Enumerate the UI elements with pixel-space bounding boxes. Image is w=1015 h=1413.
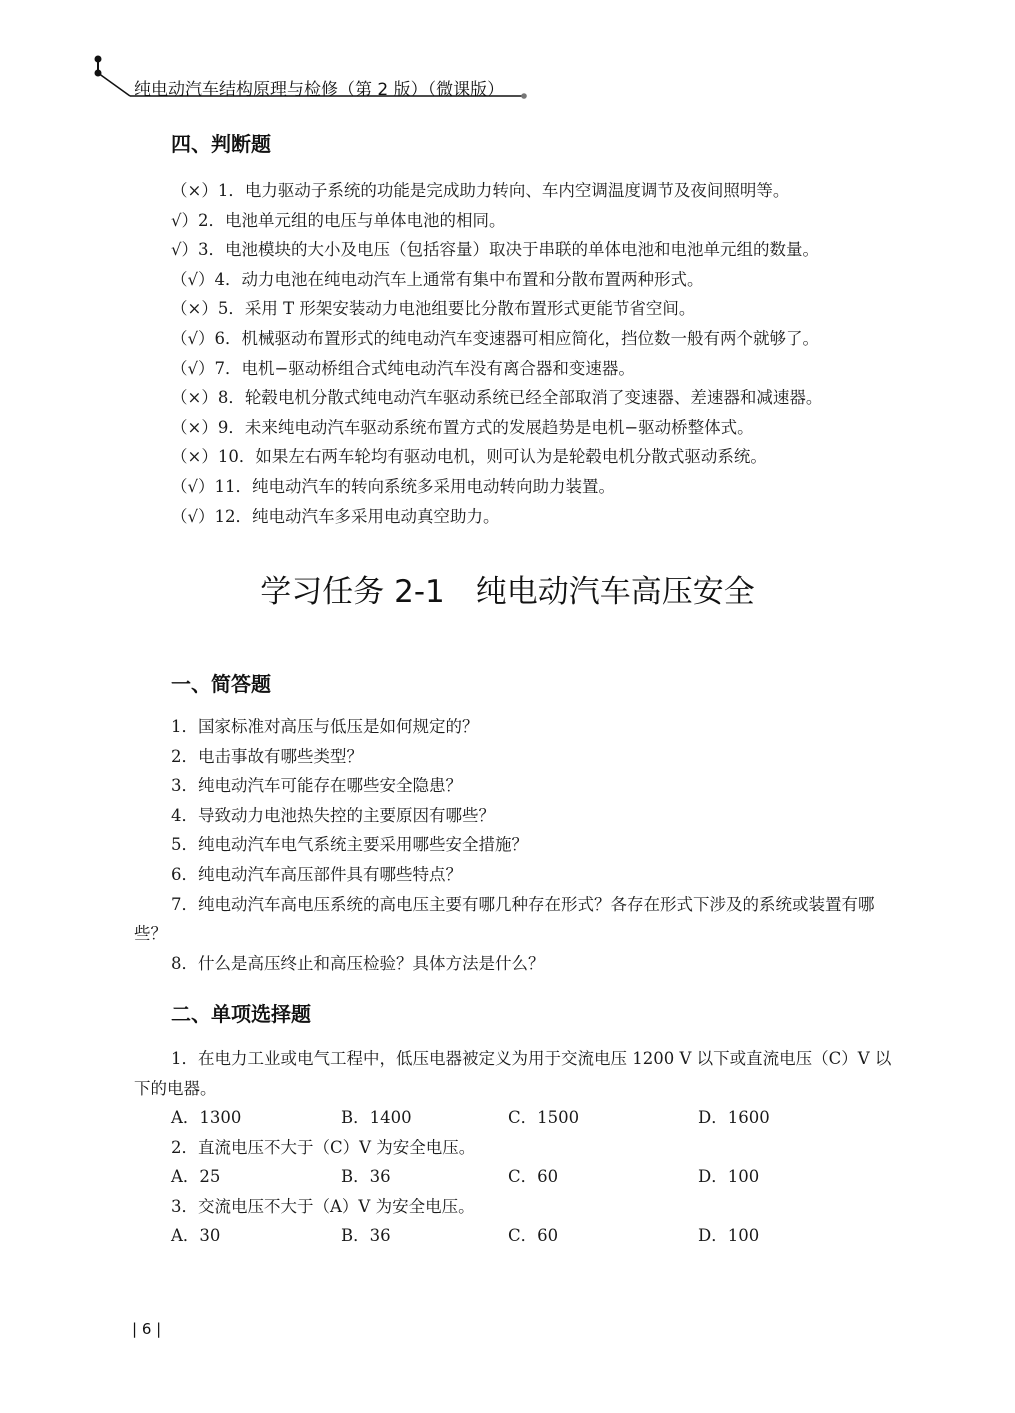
list-item: （√）4．动力电池在纯电动汽车上通常有集中布置和分散布置两种形式。 [171,269,704,289]
list-item: 3．纯电动汽车可能存在哪些安全隐患？ [171,776,462,796]
list-item: 1．国家标准对高压与低压是如何规定的？ [171,717,479,736]
task-title: 学习任务 2-1 纯电动汽车高压安全 [260,574,755,610]
list-item: 7．纯电动汽车高电压系统的高电压主要有哪几种存在形式？各存在形式下涉及的系统或装置有哪些？ [134,894,875,944]
option-b: B．36 [341,1226,391,1245]
question-stem [134,1044,894,1103]
list-item: （×）5．采用 T 形架安装动力电池组要比分散布置形式更能节省空间。 [171,299,696,319]
list-item: （√）11．纯电动汽车的转向系统多采用电动转向助力装置。 [171,476,616,496]
list-item: 2．电击事故有哪些类型？ [171,746,363,766]
list-item: √）3．电池模块的大小及电压（包括容量）取决于串联的单体电池和电池单元组的数量。 [171,240,820,260]
option-c: C．1500 [508,1108,580,1127]
list-item: （×）10．如果左右两车轮均有驱动电机，则可认为是轮毂电机分散式驱动系统。 [171,447,767,467]
option-d: D．100 [698,1226,760,1245]
section-heading-short-answer: 一、简答题 [171,672,271,696]
question-2-options [171,1162,851,1192]
section-heading-single-choice: 二、单项选择题 [171,1002,311,1026]
option-a: A．30 [171,1226,221,1245]
list-item: 8．什么是高压终止和高压检验？具体方法是什么？ [171,953,545,973]
section-heading-true-false: 四、判断题 [171,132,271,156]
page-number: | 6 | [132,1320,162,1338]
option-c: C．60 [508,1226,559,1245]
list-item: （√）12．纯电动汽车多采用电动真空助力。 [171,506,500,526]
book-title: 纯电动汽车结构原理与检修（第 2 版）（微课版） [134,80,505,100]
list-item: （×）8．轮毂电机分散式纯电动汽车驱动系统已经全部取消了变速器、差速器和减速器。 [171,388,823,408]
list-item: 5．纯电动汽车电气系统主要采用哪些安全措施？ [171,835,528,855]
question-1-stem: 1．在电力工业或电气工程中，低压电器被定义为用于交流电压 1200 V 以下或直流电压（C）V 以下的电器。 [134,1049,892,1098]
list-item: （√）6．机械驱动布置形式的纯电动汽车变速器可相应简化，挡位数一般有两个就够了。 [171,328,820,348]
question-1-options [171,1103,851,1133]
question-3-stem: 3．交流电压不大于（A）V 为安全电压。 [171,1197,475,1216]
option-d: D．1600 [698,1108,770,1127]
question-stem [134,1192,894,1222]
option-a: A．1300 [171,1108,242,1127]
list-item: （×）1．电力驱动子系统的功能是完成助力转向、车内空调温度调节及夜间照明等。 [171,181,790,200]
option-c: C．60 [508,1167,559,1186]
option-b: B．1400 [341,1108,412,1127]
option-a: A．25 [171,1167,221,1186]
option-d: D．100 [698,1167,760,1186]
question-stem [134,1133,894,1163]
short-answer-list [134,712,894,978]
true-false-list [171,176,822,531]
question-3-options [171,1221,851,1251]
list-item: 4．导致动力电池热失控的主要原因有哪些？ [171,805,495,825]
list-item: （√）7．电机−驱动桥组合式纯电动汽车没有离合器和变速器。 [171,358,635,378]
option-b: B．36 [341,1167,391,1186]
list-item: （×）9．未来纯电动汽车驱动系统布置方式的发展趋势是电机−驱动桥整体式。 [171,417,754,437]
running-header [90,55,530,105]
question-2-stem: 2．直流电压不大于（C）V 为安全电压。 [171,1138,476,1157]
list-item: √）2．电池单元组的电压与单体电池的相同。 [171,210,506,230]
list-item: 6．纯电动汽车高压部件具有哪些特点？ [171,864,462,884]
